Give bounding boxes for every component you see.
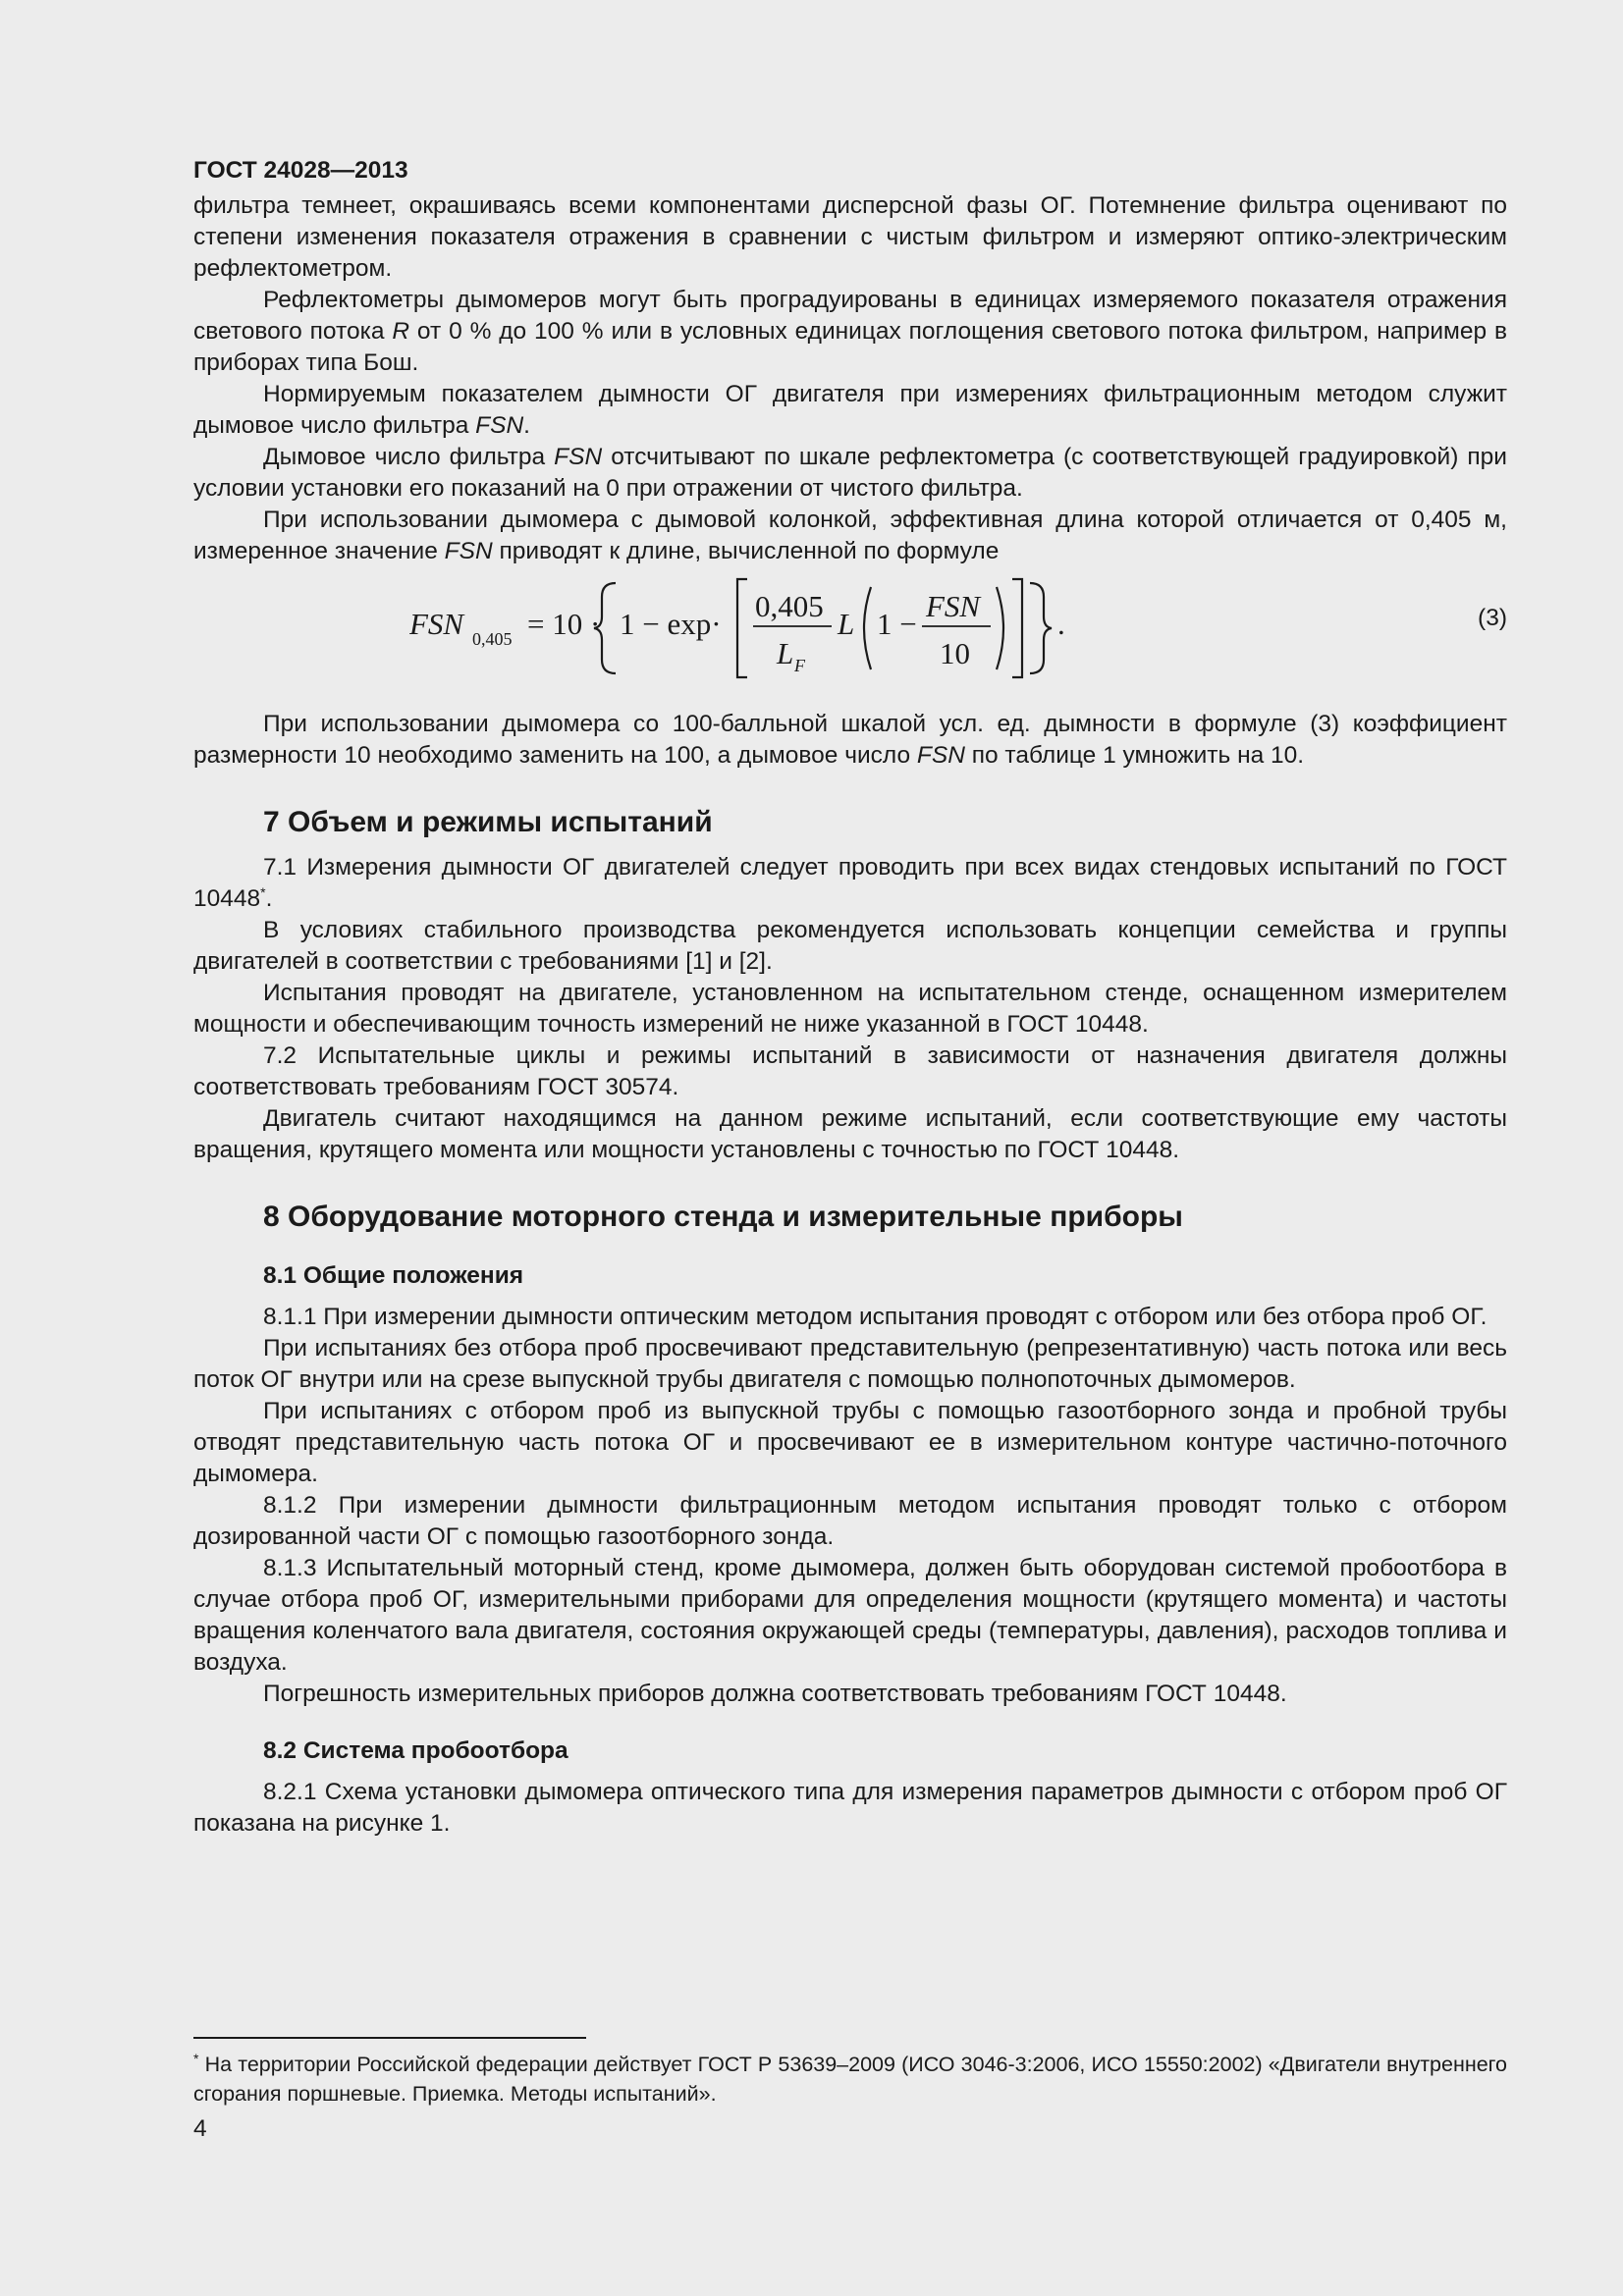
- page-number: 4: [193, 2115, 207, 2142]
- paragraph: Нормируемым показателем дымности ОГ двигателя при измерениях фильтрационным методом служит дымовое число фильтра FSN.: [193, 381, 1507, 439]
- left-paren: [864, 587, 871, 669]
- formula-one-minus: 1 −: [877, 607, 917, 641]
- formula-lhs-sub: 0,405: [472, 629, 513, 649]
- formula-numerator: 0,405: [755, 589, 824, 623]
- document-header: ГОСТ 24028—2013: [193, 157, 408, 184]
- paragraph: При использовании дымомера с дымовой колонкой, эффективная длина которой отличается от 0,405 м, измеренное значение FSN приводят к длине, вычисленной по формуле: [193, 507, 1507, 564]
- paragraph: 8.1.2 При измерении дымности фильтрационным методом испытания проводят только с отбором дозированной части ОГ с помощью газоотборного зонда.: [193, 1492, 1507, 1550]
- formula-fsn: FSN: [926, 589, 981, 623]
- formula-3: [193, 573, 1507, 681]
- left-brace: [594, 583, 616, 673]
- right-square-bracket: [1012, 579, 1022, 677]
- right-brace: [1030, 583, 1052, 673]
- section-7-title: 7 Объем и режимы испытаний: [263, 806, 713, 838]
- paragraph: 8.1.3 Испытательный моторный стенд, кроме дымомера, должен быть оборудован системой пробоотбора в случае отбора проб ОГ, измерительными приборами для определения мощности (крутящего момента) и частоты вращения коленчатого вала двигателя, состояния окружающей среды (температуры, давления), расходов топлива и воздуха.: [193, 1555, 1507, 1676]
- footnote-mark: *: [260, 883, 266, 900]
- formula-ten: 10: [940, 636, 970, 670]
- paragraph: Погрешность измерительных приборов должна соответствовать требованиям ГОСТ 10448.: [263, 1681, 1287, 1707]
- paragraph: 8.2.1 Схема установки дымомера оптического типа для измерения параметров дымности с отбором проб ОГ показана на рисунке 1.: [193, 1779, 1507, 1837]
- formula-lhs: FSN: [409, 607, 464, 641]
- equation-number: (3): [1478, 605, 1507, 631]
- paragraph: Рефлектометры дымомеров могут быть проградуированы в единицах измеряемого показателя отражения светового потока R от 0 % до 100 % или в условных единицах поглощения светового потока фильтром, например в приборах типа Бош.: [193, 287, 1508, 376]
- formula-equals: = 10 ·: [527, 607, 601, 641]
- paragraph: В условиях стабильного производства рекомендуется использовать концепции семейства и группы двигателей в соответствии с требованиями [1] и [2].: [193, 917, 1507, 975]
- section-8-title: 8 Оборудование моторного стенда и измерительные приборы: [263, 1201, 1183, 1233]
- right-paren: [997, 587, 1003, 669]
- subsection-8-2-title: 8.2 Система пробоотбора: [263, 1737, 568, 1764]
- footnote-mark: *: [193, 2050, 199, 2066]
- formula-L: L: [838, 607, 855, 641]
- paragraph: 7.2 Испытательные циклы и режимы испытаний в зависимости от назначения двигателя должны соответствовать требованиям ГОСТ 30574.: [193, 1042, 1507, 1100]
- footnote: * На территории Российской федерации действует ГОСТ Р 53639–2009 (ИСО 3046-3:2006, ИСО 15550:2002) «Двигатели внутреннего сгорания поршневые. Приемка. Методы испытаний».: [193, 2050, 1507, 2106]
- paragraph: Двигатель считают находящимся на данном режиме испытаний, если соответствующие ему частоты вращения, крутящего момента или мощности установлены с точностью по ГОСТ 10448.: [193, 1105, 1507, 1163]
- paragraph: При испытаниях с отбором проб из выпускной трубы с помощью газоотборного зонда и пробной трубы отводят представительную часть потока ОГ и просвечивают ее в измерительном контуре частично-поточного дымомера.: [193, 1398, 1507, 1487]
- paragraph: При использовании дымомера со 100-балльной шкалой усл. ед. дымности в формуле (3) коэффициент размерности 10 необходимо заменить на 100, а дымовое число FSN по таблице 1 умножить на 10.: [193, 711, 1507, 769]
- paragraph: 7.1 Измерения дымности ОГ двигателей следует проводить при всех видах стендовых испытаний по ГОСТ 10448*.: [193, 854, 1507, 912]
- paragraph: При испытаниях без отбора проб просвечивают представительную (репрезентативную) часть потока или весь поток ОГ внутри или на срезе выпускной трубы двигателя с помощью полнопоточных дымомеров.: [193, 1335, 1507, 1393]
- footnote-divider: [193, 2037, 586, 2039]
- formula-end: .: [1057, 607, 1065, 641]
- formula-graphic: [409, 573, 1215, 681]
- paragraph: Дымовое число фильтра FSN отсчитывают по шкале рефлектометра (с соответствующей градуировкой) при условии установки его показаний на 0 при отражении от чистого фильтра.: [193, 444, 1507, 502]
- formula-denominator: L: [777, 636, 794, 670]
- paragraph: 8.1.1 При измерении дымности оптическим методом испытания проводят с отбором или без отбора проб ОГ.: [263, 1304, 1488, 1330]
- formula-one-exp: 1 − exp·: [620, 607, 722, 641]
- paragraph: фильтра темнеет, окрашиваясь всеми компонентами дисперсной фазы ОГ. Потемнение фильтра оценивают по степени изменения показателя отражения в сравнении с чистым фильтром и измеряют оптико-электрическим рефлектометром.: [193, 192, 1507, 282]
- page-content: [193, 155, 1507, 1840]
- subsection-8-1-title: 8.1 Общие положения: [263, 1262, 524, 1289]
- paragraph: Испытания проводят на двигателе, установленном на испытательном стенде, оснащенном измерителем мощности и обеспечивающим точность измерений не ниже указанной в ГОСТ 10448.: [193, 980, 1507, 1038]
- left-square-bracket: [737, 579, 747, 677]
- formula-denominator-sub: F: [794, 656, 805, 675]
